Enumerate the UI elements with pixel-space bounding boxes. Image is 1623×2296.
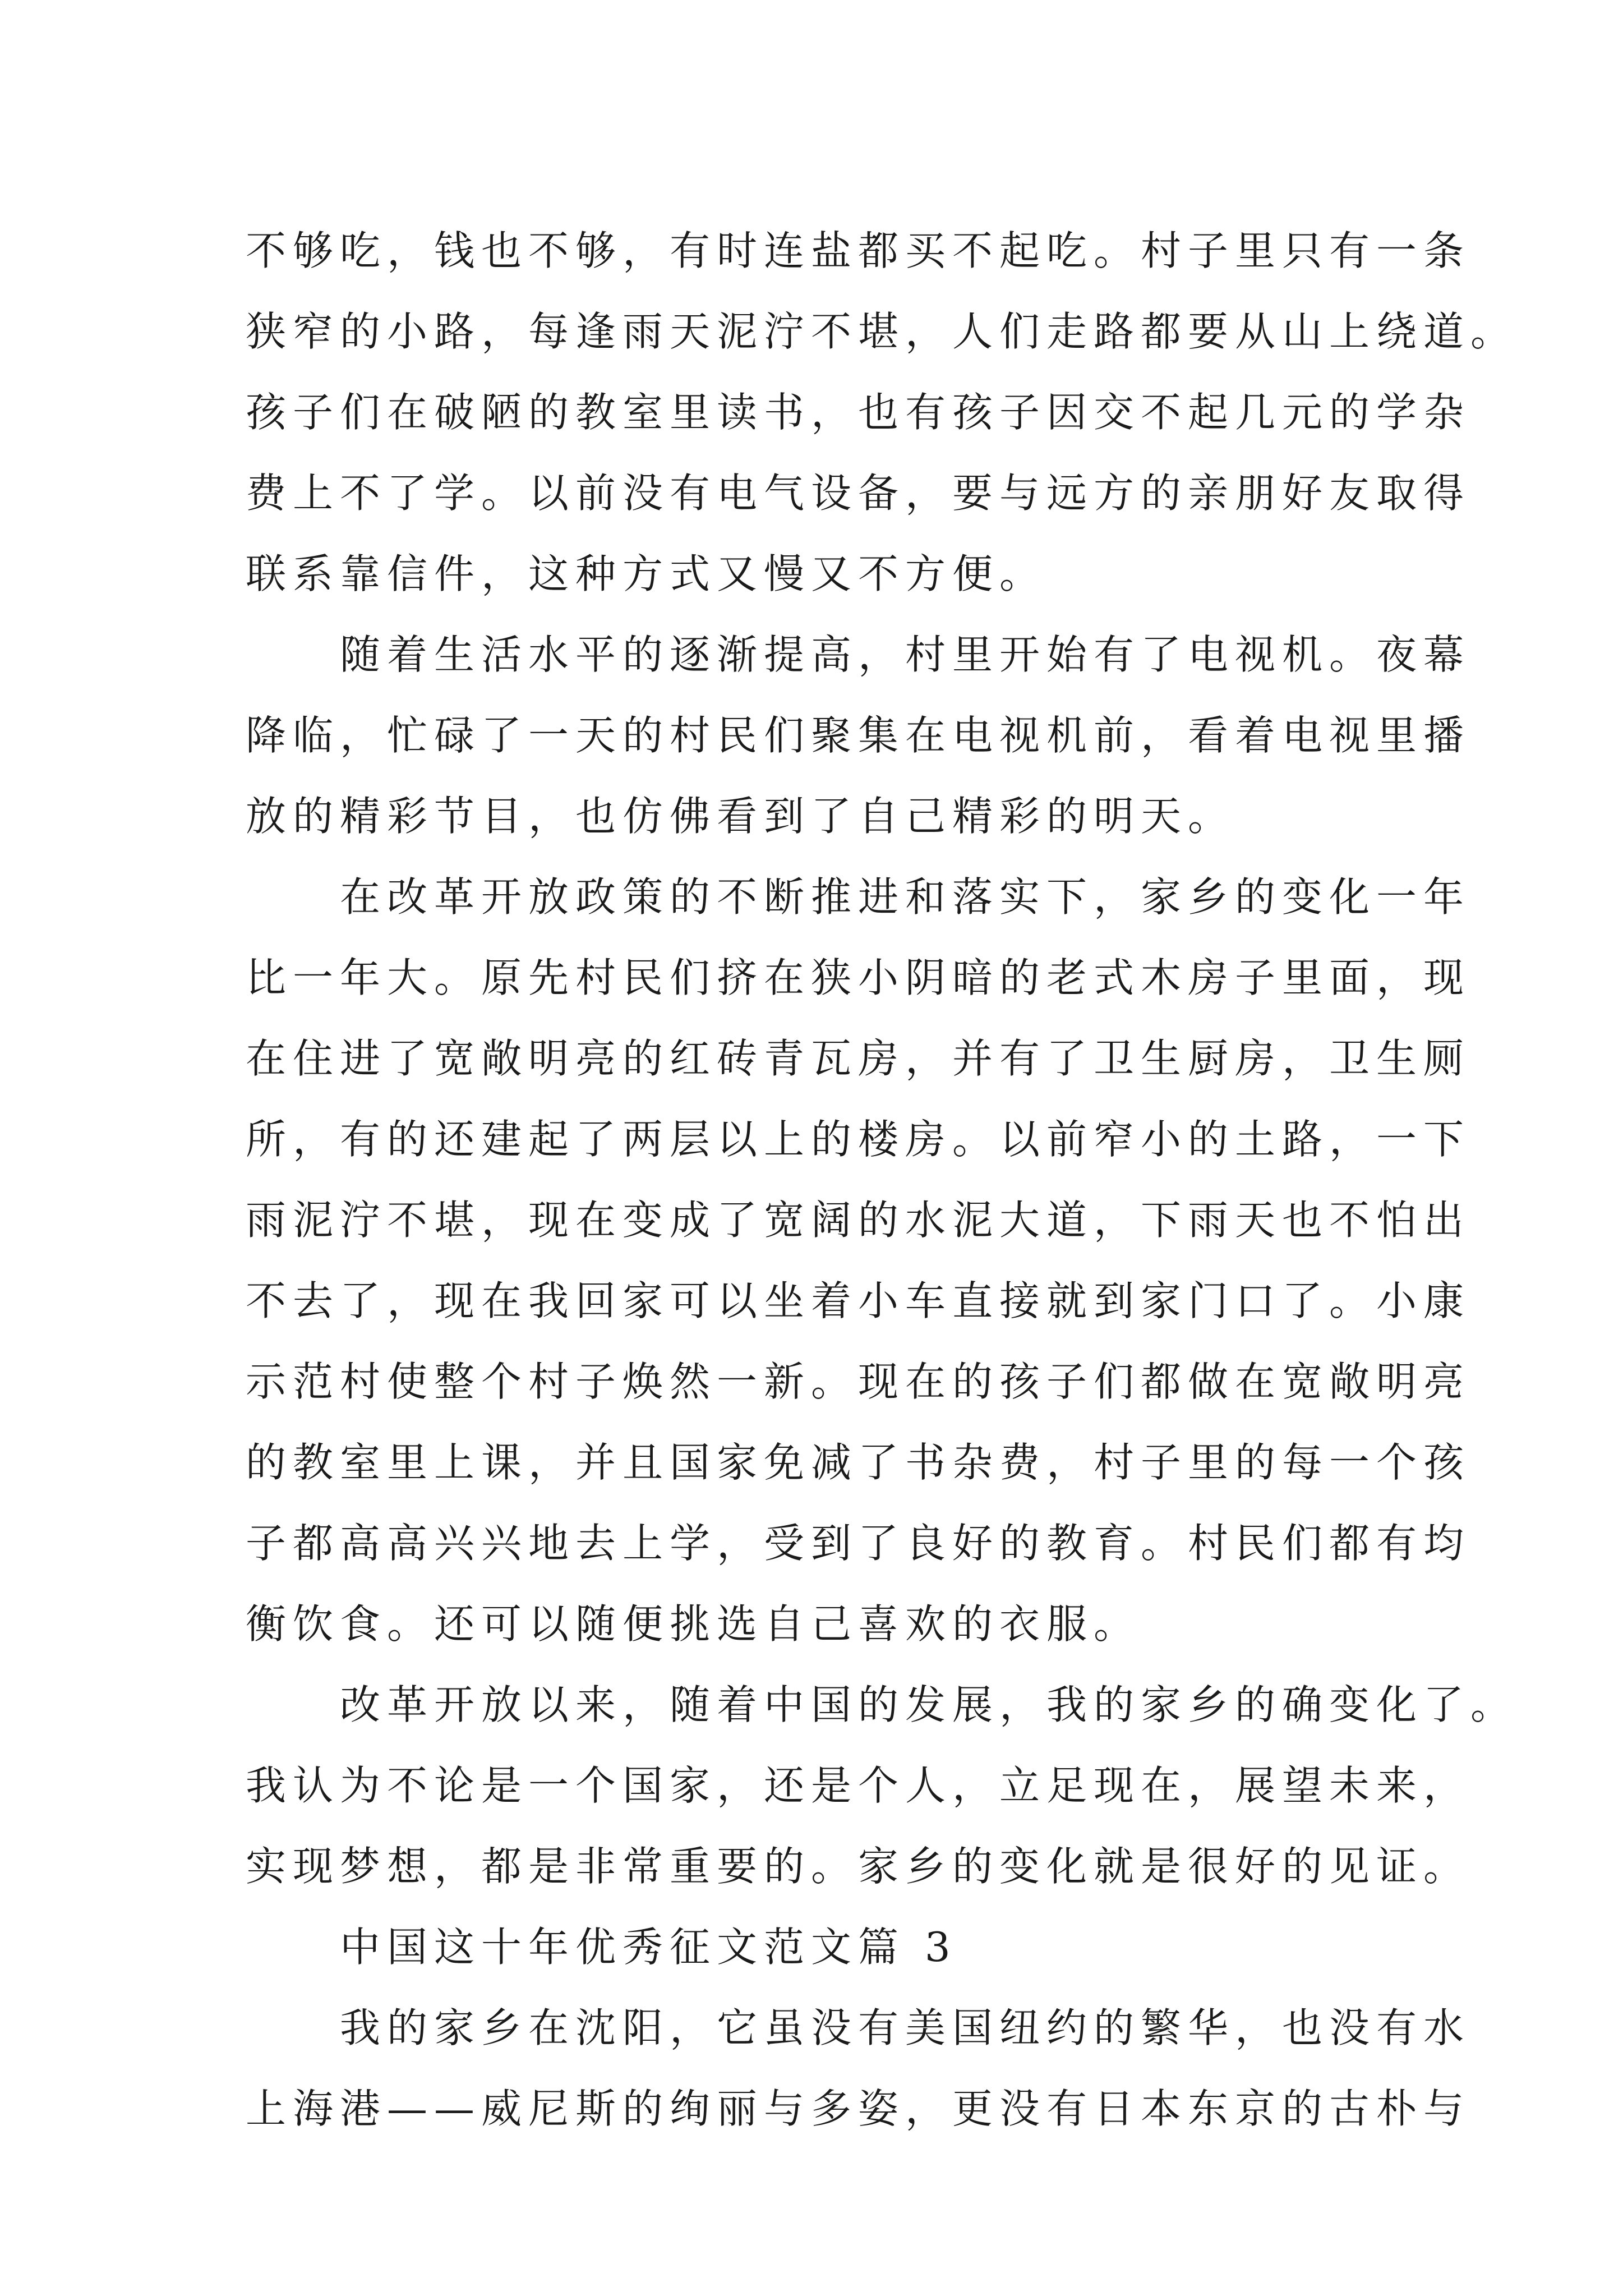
- section-heading: 中国这十年优秀征文范文篇 3: [340, 1924, 957, 1971]
- text-line: 衡饮食。还可以随便挑选自己喜欢的衣服。: [246, 1600, 1141, 1648]
- text-line: 所，有的还建起了两层以上的楼房。以前窄小的土路，一下: [246, 1116, 1471, 1163]
- text-line: 实现梦想，都是非常重要的。家乡的变化就是很好的见证。: [246, 1843, 1471, 1890]
- text-line: 孩子们在破陋的教室里读书，也有孩子因交不起几元的学杂: [246, 389, 1471, 436]
- text-line: 子都高高兴兴地去上学，受到了良好的教育。村民们都有均: [246, 1520, 1471, 1567]
- text-line: 在住进了宽敞明亮的红砖青瓦房，并有了卫生厨房，卫生厕: [246, 1035, 1471, 1082]
- text-line: 不够吃，钱也不够，有时连盐都买不起吃。村子里只有一条: [246, 227, 1471, 274]
- text-line: 我认为不论是一个国家，还是个人，立足现在，展望未来，: [246, 1762, 1471, 1809]
- text-line: 的教室里上课，并且国家免减了书杂费，村子里的每一个孩: [246, 1439, 1471, 1486]
- text-line: 雨泥泞不堪，现在变成了宽阔的水泥大道，下雨天也不怕出: [246, 1197, 1471, 1244]
- document-body: [246, 210, 1518, 2149]
- text-line: 联系靠信件，这种方式又慢又不方便。: [246, 550, 1047, 597]
- paragraph-start-line: 在改革开放政策的不断推进和落实下，家乡的变化一年: [340, 873, 1471, 921]
- paragraph-start-line: 我的家乡在沈阳，它虽没有美国纽约的繁华，也没有水: [340, 2004, 1471, 2051]
- text-line: 示范村使整个村子焕然一新。现在的孩子们都做在宽敞明亮: [246, 1358, 1471, 1405]
- text-line: 降临，忙碌了一天的村民们聚集在电视机前，看着电视里播: [246, 712, 1471, 759]
- text-line: 上海港——威尼斯的绚丽与多姿，更没有日本东京的古朴与: [246, 2085, 1471, 2132]
- text-line: 不去了，现在我回家可以坐着小车直接就到家门口了。小康: [246, 1277, 1471, 1324]
- text-line: 放的精彩节目，也仿佛看到了自己精彩的明天。: [246, 793, 1235, 840]
- text-line: 狭窄的小路，每逢雨天泥泞不堪，人们走路都要从山上绕道。: [246, 308, 1518, 355]
- text-line: 比一年大。原先村民们挤在狭小阴暗的老式木房子里面，现: [246, 954, 1471, 1001]
- paragraph-start-line: 随着生活水平的逐渐提高，村里开始有了电视机。夜幕: [340, 631, 1471, 678]
- paragraph-start-line: 改革开放以来，随着中国的发展，我的家乡的确变化了。: [340, 1681, 1518, 1728]
- text-line: 费上不了学。以前没有电气设备，要与远方的亲朋好友取得: [246, 470, 1471, 517]
